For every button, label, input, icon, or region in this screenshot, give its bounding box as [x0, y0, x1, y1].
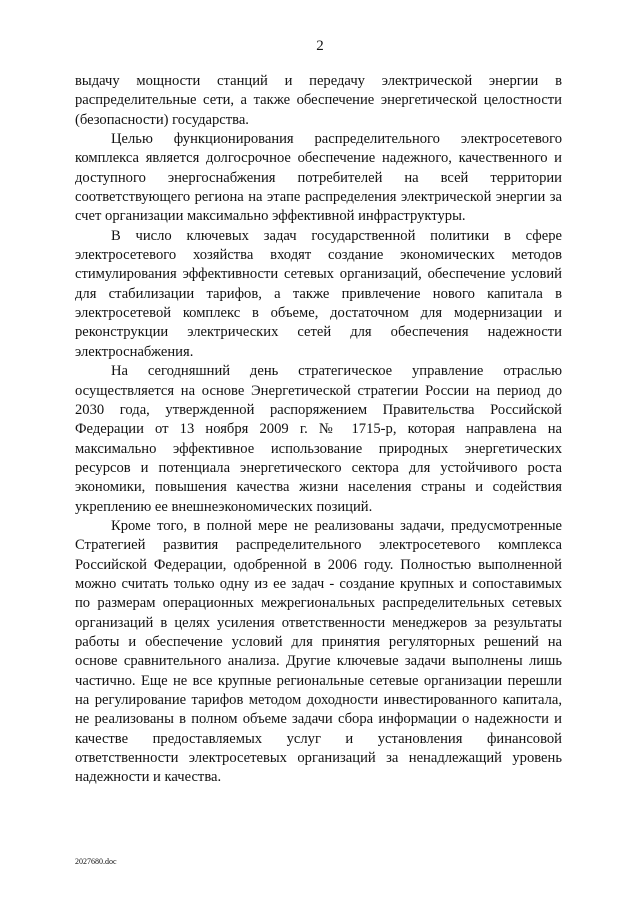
footer-filename: 2027680.doc: [75, 857, 117, 866]
document-body: [75, 72, 562, 788]
paragraph-key-tasks: В число ключевых задач государственной политики в сфере электросетевого хозяйства входят создание экономических методов стимулирования эффективности сетевых организаций, обеспечение условий для стабилизации тарифов, а также привлечение нового капитала в электросетевой комплекс в объеме, достаточном для модернизации и реконструкции электрических сетей для обеспечения надежности электроснабжения.: [75, 227, 562, 360]
paragraph-continuation: выдачу мощности станций и передачу электрической энергии в распределительные сети, а также обеспечение энергетической целостности (безопасности) государства.: [75, 73, 562, 128]
page-number: 2: [316, 38, 324, 54]
paragraph-unrealized-tasks: Кроме того, в полной мере не реализованы задачи, предусмотренные Стратегией развития распределительного электросетевого комплекса Российской Федерации, одобренной в 2006 году. Полностью выполненной можно считать только одну из ее задач - создание крупных и сопоставимых по размерам операционных межрегиональных распределительных сетевых организаций в целях усиления ответственности менеджеров за результаты работы и обеспечение условий для принятия регуляторных решений на основе сравнительного анализа. Другие ключевые задачи выполнены лишь частично. Еще не все крупные региональные сетевые организации перешли на регулирование тарифов методом доходности инвестированного капитала, не реализованы в полном объеме задачи сбора информации о надежности и качестве предоставляемых услуг и установления финансовой ответственности электросетевых организаций за ненадлежащий уровень надежности и качества.: [75, 517, 562, 786]
paragraph-goal: Целью функционирования распределительного электросетевого комплекса является долгосрочное обеспечение надежного, качественного и доступного энергоснабжения потребителей на всей территории соответствующего региона на этапе распределения электрической энергии за счет организации максимально эффективной инфраструктуры.: [75, 131, 562, 225]
paragraph-strategy: На сегодняшний день стратегическое управление отраслью осуществляется на основе Энергетической стратегии России на период до 2030 года, утвержденной распоряжением Правительства Российской Федерации от 13 ноября 2009 г. № 1715-р, которая направлена на максимально эффективное использование природных энергетических ресурсов и потенциала энергетического сектора для устойчивого роста экономики, повышения качества жизни населения страны и содействия укреплению ее внешнеэкономических позиций.: [75, 363, 562, 515]
